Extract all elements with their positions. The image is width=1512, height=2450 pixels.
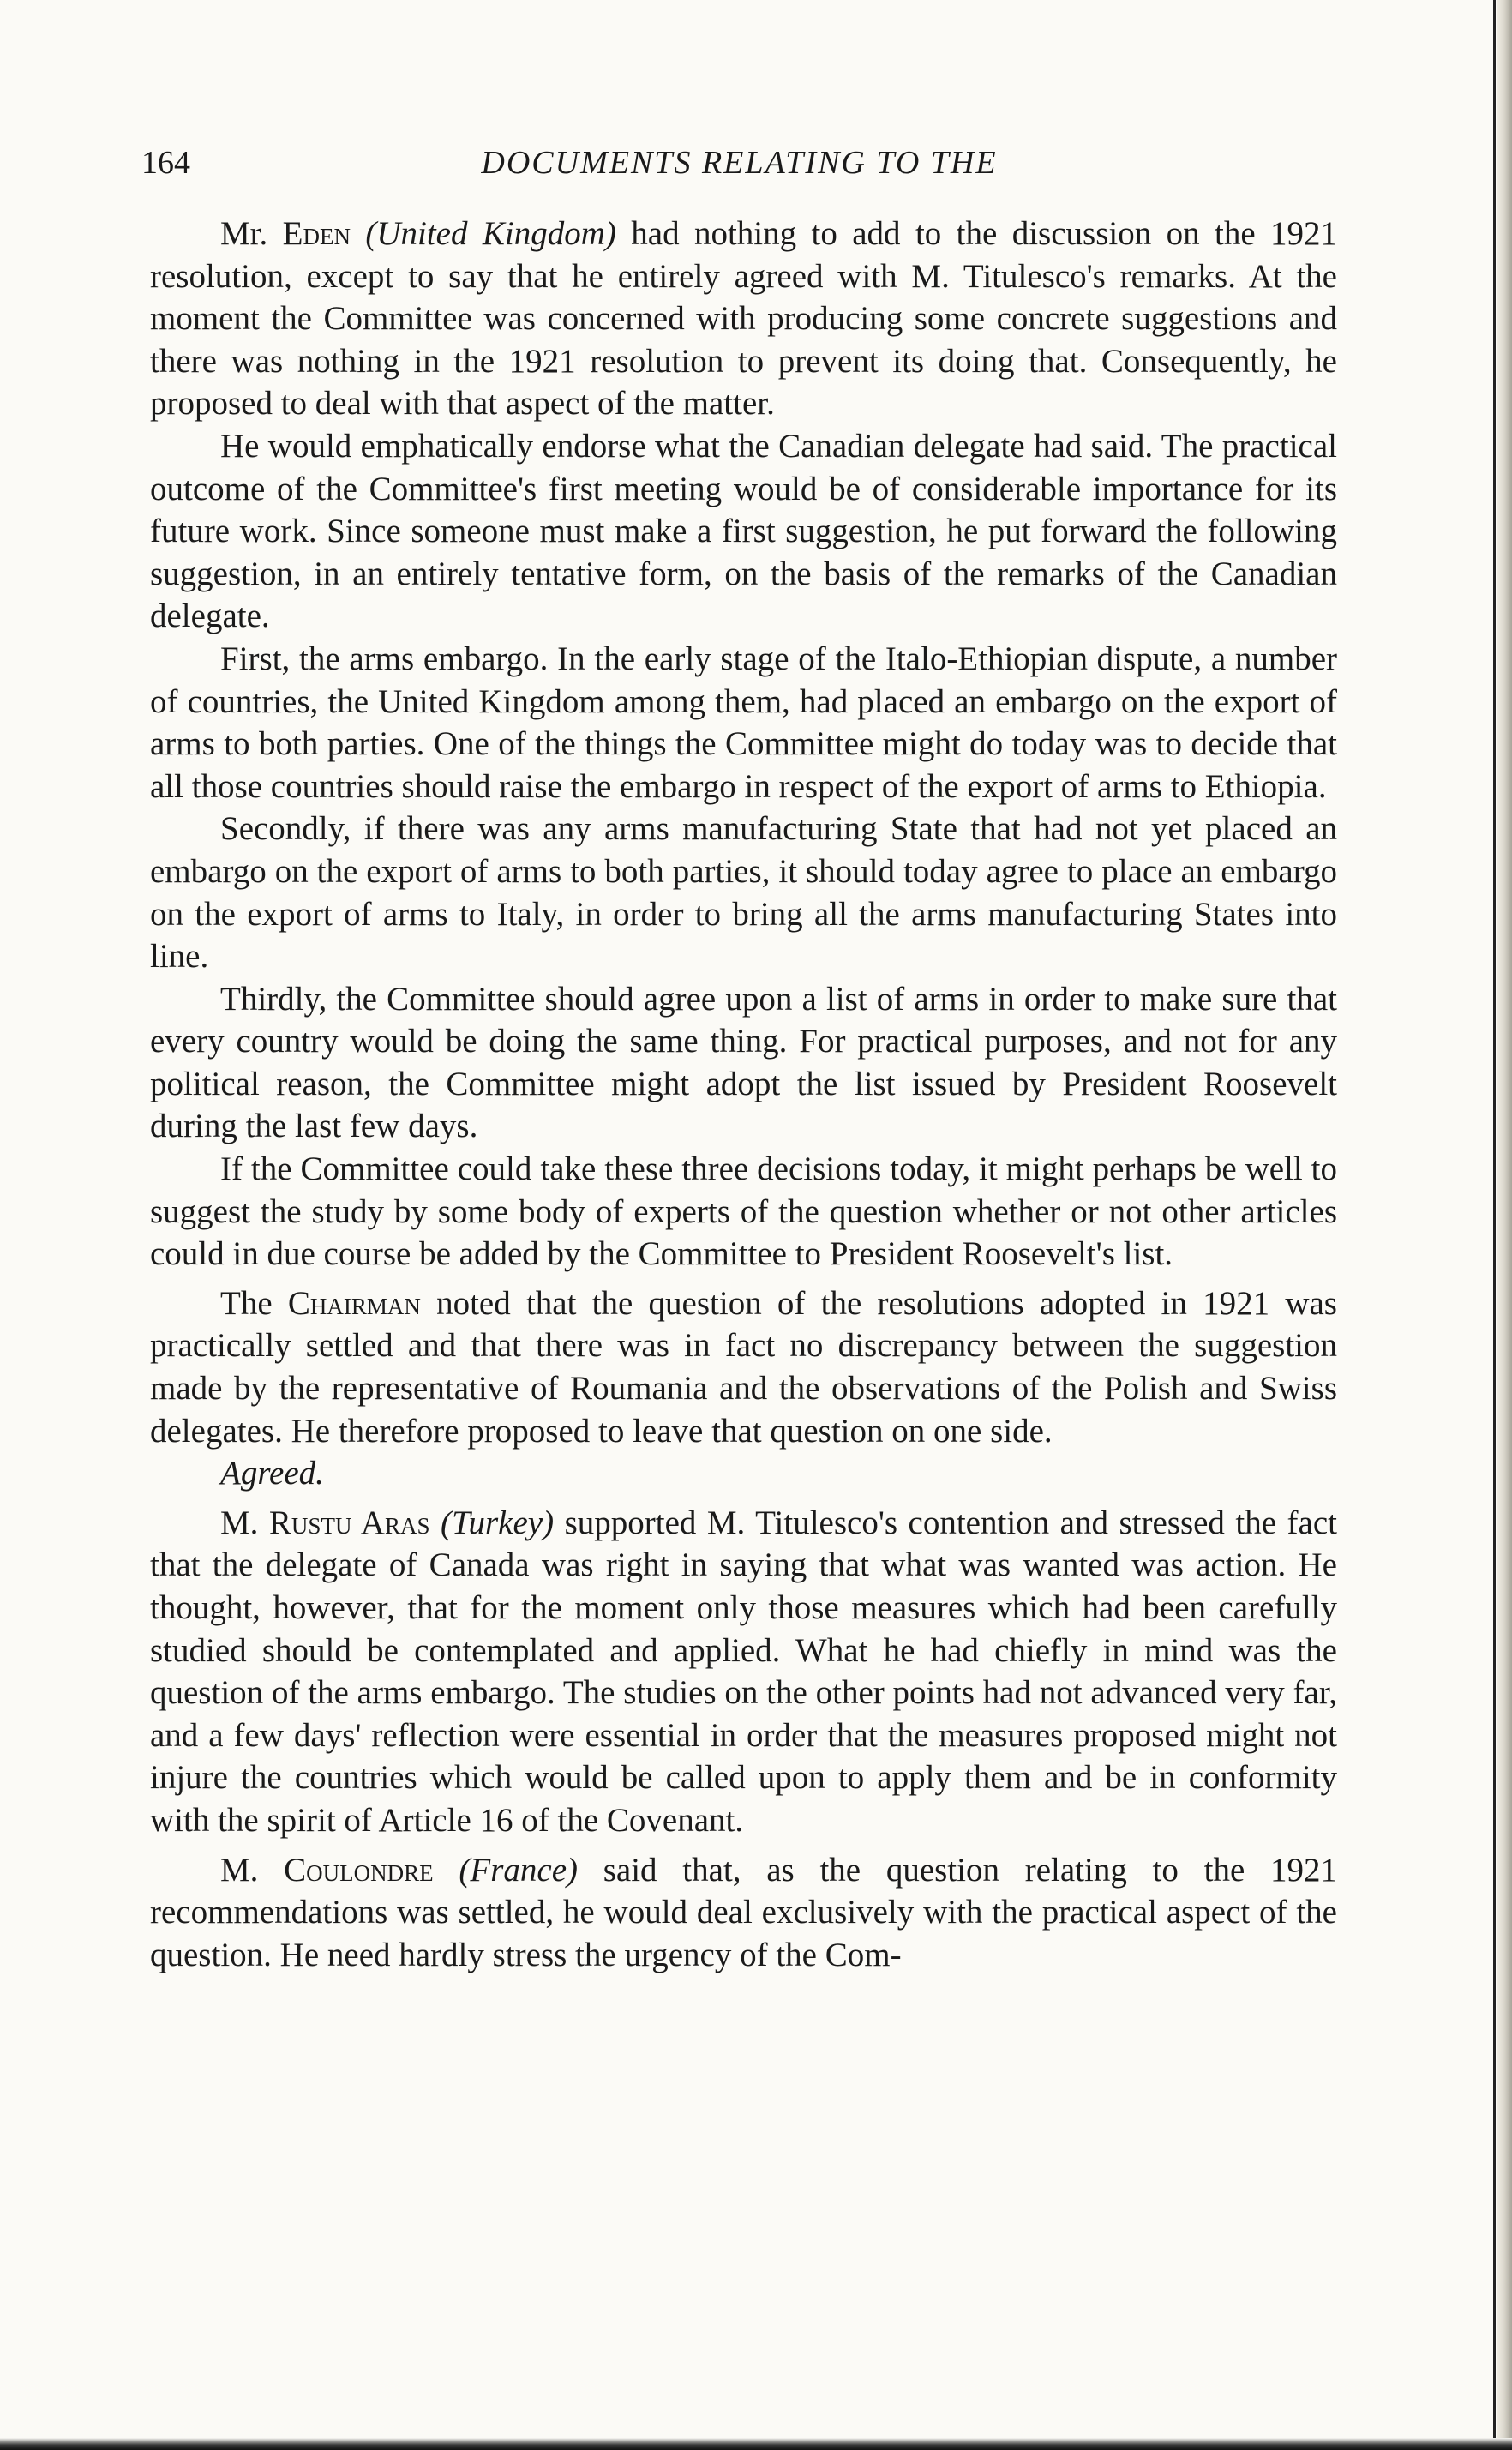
paragraph-agreed: Agreed. — [220, 1455, 324, 1492]
speaker-prefix: M. — [220, 1504, 269, 1541]
speaker-prefix: Mr. — [220, 215, 283, 252]
binding-line — [1493, 0, 1496, 2450]
speaker-name: Chairman — [287, 1284, 421, 1322]
running-head: DOCUMENTS RELATING TO THE — [481, 145, 998, 181]
paragraph-three-decisions: If the Committee could take these three decisions today, it might perhaps be well to suggest the study by some body of experts of the question whether or not other articles could in due course be added by the Committee to President Roosevelt's list. — [150, 1150, 1337, 1273]
page-header — [141, 144, 1337, 187]
speaker-name: Coulondre — [284, 1851, 434, 1889]
speaker-country: (United Kingdom) — [365, 215, 616, 252]
paragraph-rustu-aras — [150, 1502, 1337, 1842]
body-text — [150, 213, 1337, 1976]
speaker-prefix: The — [220, 1284, 288, 1322]
paragraph-text: noted that the question of the resolutions adopted in 1921 was practically settled and that there was in fact no discrepancy between the suggestion made by the representative of Roumania and the observations of the Polish and Swiss delegates. He therefore proposed to leave that question on one side. — [150, 1284, 1337, 1450]
paragraph-coulondre — [150, 1849, 1337, 1977]
page-edge-shadow — [1497, 0, 1512, 2450]
page-number: 164 — [141, 145, 190, 181]
paragraph-text: said that, as the question relating to the 1921 recommendations was settled, he would deal exclusively with the practical aspect of the question. He need hardly stress the urgency of the Com- — [150, 1851, 1337, 1973]
speaker-country: (France) — [459, 1851, 578, 1889]
paragraph-chairman — [150, 1282, 1337, 1452]
speaker-prefix: M. — [220, 1851, 285, 1889]
speaker-name: Eden — [282, 215, 351, 252]
paragraph-first: First, the arms embargo. In the early stage of the Italo-Ethiopian dispute, a number of countries, the United Kingdom among them, had placed an embargo on the export of arms to both parties. One of the things the Committee might do today was to decide that all those countries should raise the embargo in respect of the export of arms to Ethiopia. — [150, 640, 1337, 805]
paragraph-text: had nothing to add to the discussion on the 1921 resolution, except to say that he entirely agreed with M. Titulesco's remarks. At the moment the Committee was concerned with producing some concrete suggestions and there was nothing in the 1921 resolution to prevent its doing that. Consequently, he proposed to deal with that aspect of the matter. — [150, 215, 1338, 423]
paragraph-eden — [150, 213, 1337, 425]
speaker-country: (Turkey) — [440, 1504, 555, 1541]
paragraph-thirdly: Thirdly, the Committee should agree upon a list of arms in order to make sure that every country would be doing the same thing. For practical purposes, and not for any political reason, the Committee might adopt the list issued by President Roosevelt during the last few days. — [150, 980, 1337, 1145]
speaker-name: Rustu Aras — [268, 1504, 430, 1541]
paragraph-secondly: Secondly, if there was any arms manufacturing State that had not yet placed an embargo on the export of arms to both parties, it should today agree to place an embargo on the export of arms to Italy, in order to bring all the arms manufacturing States into line. — [150, 810, 1337, 976]
page-bottom-edge — [0, 2438, 1512, 2450]
paragraph-text: supported M. Titulesco's contention and stressed the fact that the delegate of Canada was right in saying that what was wanted was action. He thought, however, that for the moment only those measures which had been carefully studied should be contemplated and applied. What he had chiefly in mind was the question of the arms embargo. The studies on the other points had not advanced very far, and a few days' reflection were essential in order that the measures proposed might not injure the countries which would be called upon to apply them and be in conformity with the spirit of Article 16 of the Covenant. — [150, 1504, 1337, 1839]
paragraph-canadian: He would emphatically endorse what the Canadian delegate had said. The practical outcome of the Committee's first meeting would be of considerable importance for its future work. Since someone must make a first suggestion, he put forward the following suggestion, in an entirely tentative form, on the basis of the remarks of the Canadian delegate. — [150, 427, 1337, 635]
